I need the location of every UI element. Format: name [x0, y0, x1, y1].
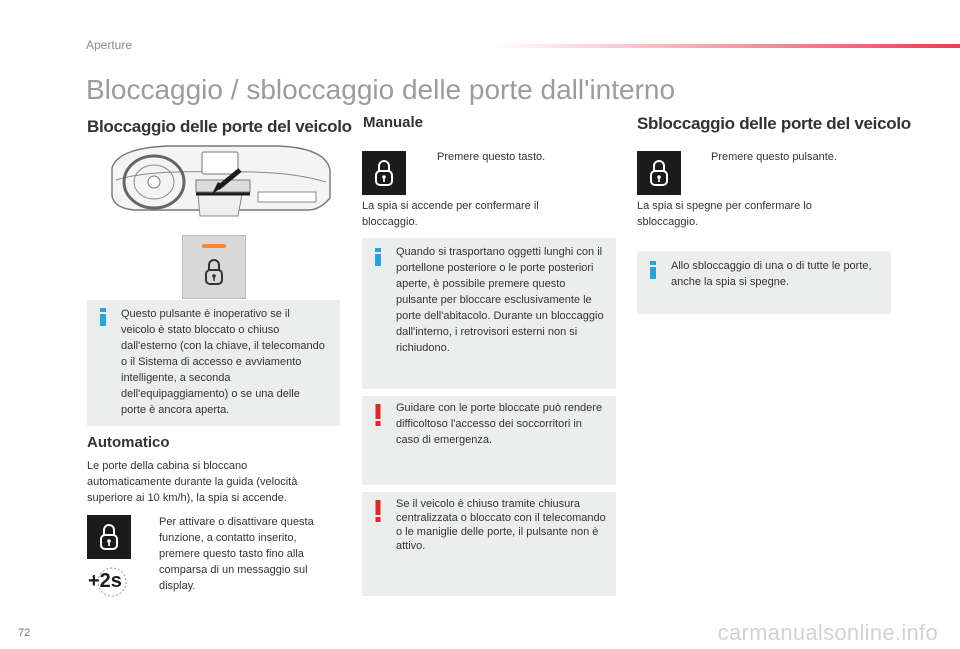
dashboard-illustration	[108, 140, 334, 230]
col2-warning-box-1	[362, 396, 616, 485]
page-title: Bloccaggio / sbloccaggio delle porte dall'interno	[86, 74, 676, 105]
col3-bullet-text: Premere questo pulsante.	[711, 151, 837, 163]
manual-lock-button	[362, 151, 406, 195]
timer-label: +2s	[88, 570, 122, 592]
col2-info-box	[362, 238, 616, 389]
lock-icon	[649, 159, 669, 187]
lock-icon	[374, 159, 394, 187]
col3-info-box	[637, 251, 891, 314]
col3-info-text: Allo sbloccaggio di una o di tutte le porte, anche la spia si spegne.	[671, 260, 872, 288]
col1-info-text: Questo pulsante è inoperativo se il veicolo è stato bloccato o chiuso dall'esterno (con la chiave, il telecomando o il Sistema di accesso e avviamento intelligente, a seconda dell'equipaggiamento) o se una delle porte è ancora aperta.	[121, 308, 325, 416]
info-icon	[649, 261, 657, 279]
col2-warning-text-1: Guidare con le porte bloccate può rendere difficoltoso l'accesso dei soccorritori in caso di emergenza.	[396, 402, 603, 446]
watermark: carmanualsonline.info	[717, 620, 938, 645]
col2-bullet-text: Premere questo tasto.	[437, 151, 546, 163]
lock-button-closeup	[182, 235, 246, 299]
warning-icon	[374, 404, 382, 426]
auto-lock-button	[87, 515, 131, 559]
lock-icon	[99, 523, 119, 551]
col2-warning-box-2	[362, 492, 616, 596]
page-number: 72	[18, 627, 31, 639]
col2-heading: Manuale	[363, 114, 424, 131]
orange-indicator-light	[202, 244, 226, 248]
col1-heading: Bloccaggio delle porte del veicolo	[87, 117, 352, 136]
section-label: Aperture	[86, 38, 133, 52]
lock-icon	[204, 258, 224, 286]
col2-warning-text-2: Se il veicolo è chiuso tramite chiusura centralizzata o bloccato con il telecomando o le maniglie delle porte, il pulsante non è attivo.	[396, 498, 606, 552]
timer-2s	[88, 566, 130, 598]
col1-info-box	[87, 300, 340, 426]
info-icon	[374, 248, 382, 266]
auto-text: Le porte della cabina si bloccano automaticamente durante la guida (velocità superiore ai 10 km/h), la spia si accende.	[87, 460, 298, 504]
col2-info-text: Quando si trasportano oggetti lunghi con il portellone posteriore o le porte posteriori aperte, è possibile premere questo pulsante per bloccare esclusivamente le porte dell'abitacolo. Durante un bloccaggio dall'interno, i retrovisori esterni non si richiudono.	[396, 246, 604, 354]
info-icon	[99, 308, 107, 326]
unlock-button	[637, 151, 681, 195]
auto-bullet-text: Per attivare o disattivare questa funzione, a contatto inserito, premere questo tasto fino alla comparsa di un messaggio sul display.	[159, 516, 314, 592]
col3-heading: Sbloccaggio delle porte del veicolo	[637, 114, 911, 133]
auto-heading: Automatico	[87, 434, 170, 451]
col3-text: La spia si spegne per confermare lo sbloccaggio.	[637, 200, 812, 228]
header-accent-line	[490, 44, 960, 48]
col2-text: La spia si accende per confermare il bloccaggio.	[362, 200, 539, 228]
warning-icon	[374, 500, 382, 522]
